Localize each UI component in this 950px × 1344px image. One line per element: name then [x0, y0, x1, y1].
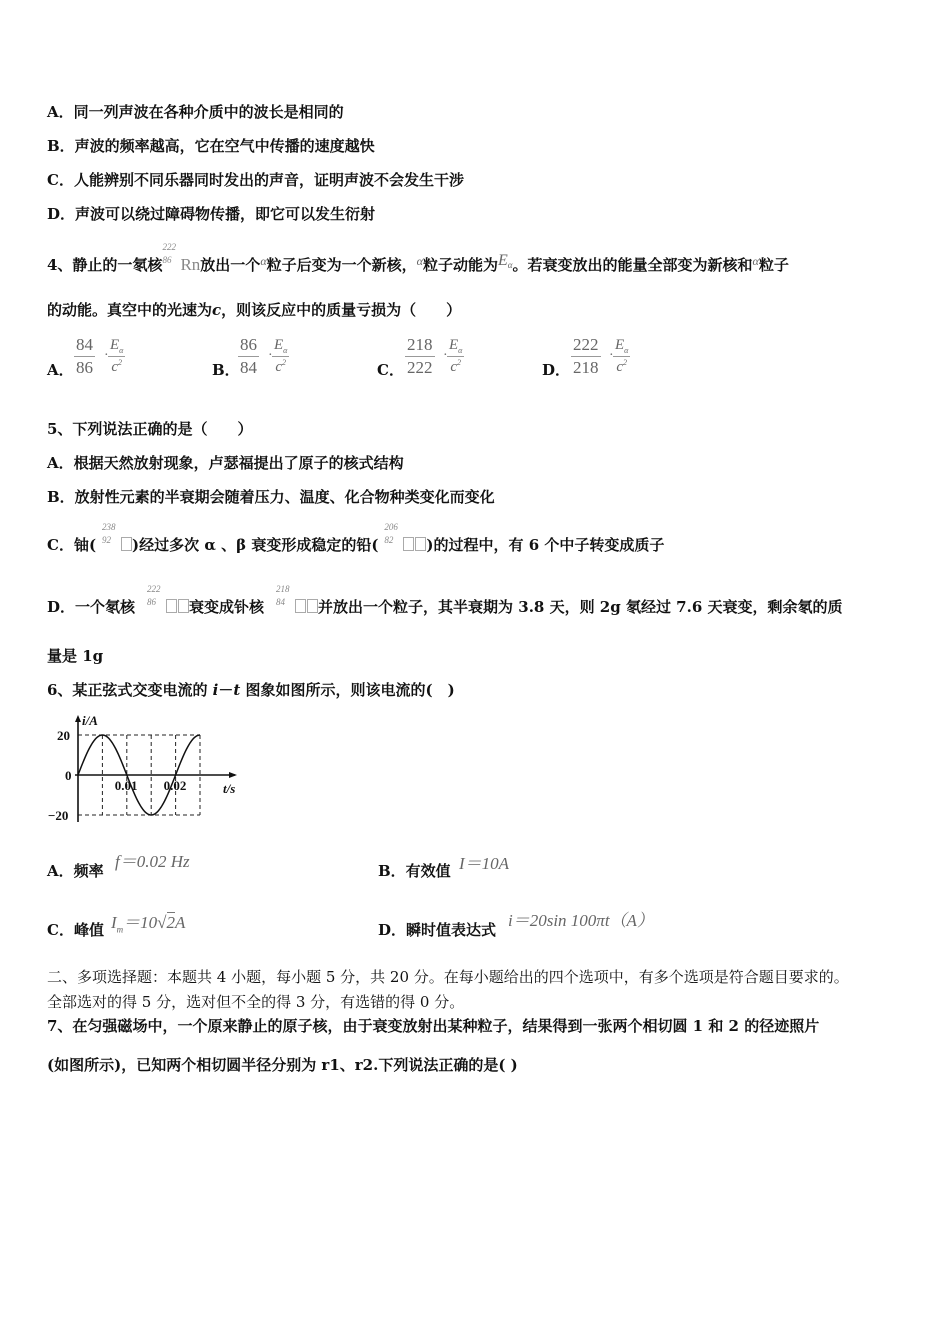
uranium-isotope: 238 92: [102, 535, 132, 556]
q6-option-c-label: C．峰值: [47, 921, 104, 939]
x-tick-001: 0.01: [114, 778, 138, 793]
q6-option-c-expr: $I_m=10√2A$: [111, 913, 186, 935]
current-time-graph: [45, 712, 255, 832]
section2-heading-line1: 二、多项选择题：本题共 4 小题，每小题 5 分，共 20 分。在每小题给出的四个选项中，有多个选项是符合题目要求的。: [47, 968, 849, 986]
alpha-symbol-2: α: [416, 254, 423, 268]
q4-option-d-fraction: $\frac{222}{218}$: [573, 335, 599, 377]
q6-option-a-expr: f＝0.02 Hz: [115, 852, 190, 871]
q4-stem-line1: 4、静止的一氡核 222 86 Rn放出一个$^\alpha$粒子后变为一个新核，$^\alpha$粒子动能为Eα。若衰变放出的能量全部变为新核和$^\alpha$粒子: [47, 242, 789, 274]
q3-option-b: B．声波的频率越高，它在空气中传播的速度越快: [47, 137, 375, 155]
y-tick-neg20: −20: [48, 808, 69, 823]
q4-option-a-energy: $\frac{E_\alpha}{c^2}$: [110, 337, 124, 375]
q4-option-b-energy: $\frac{E_\alpha}{c^2}$: [274, 337, 288, 375]
q6-option-d-label: D．瞬时值表达式: [378, 921, 497, 939]
y-axis-label: i/A: [82, 713, 98, 728]
q4-option-c-energy: $\frac{E_\alpha}{c^2}$: [449, 337, 463, 375]
q6-title: 6、某正弦式交变电流的 i－t 图象如图所示，则该电流的( ): [47, 681, 455, 699]
radon-isotope-2: 222 86: [147, 597, 189, 618]
lead-isotope: 206 82: [384, 535, 426, 556]
q6-option-d-expr: i＝20sin 100πt（A）: [508, 911, 654, 930]
q4-option-c-label: C．: [377, 361, 404, 379]
q6-option-b-expr: I＝10A: [459, 854, 510, 873]
q3-option-a: A．同一列声波在各种介质中的波长是相同的: [47, 103, 344, 121]
q4-option-a-label: A．: [47, 361, 74, 379]
q4-option-a-fraction: $\frac{84}{86}$: [76, 335, 93, 377]
q5-option-b: B．放射性元素的半衰期会随着压力、温度、化合物种类变化而变化: [47, 488, 495, 506]
y-tick-0: 0: [65, 768, 72, 783]
q5-option-d: D．一个氡核 222 86 衰变成钋核 218 84 并放出一个粒子，其半衰期为 3.8 天，则 2g 氡经过 7.6 天衰变，剩余氡的质: [47, 584, 843, 616]
q5-option-c: C．铀( 238 92 )经过多次 α 、β 衰变形成稳定的铅( 206 82 )的过程中，有 6 个中子转变成质子: [47, 522, 665, 554]
q4-option-b-fraction: $\frac{86}{84}$: [240, 335, 257, 377]
q5-option-a: A．根据天然放射现象，卢瑟福提出了原子的核式结构: [47, 454, 404, 472]
q4-option-d-energy: $\frac{E_\alpha}{c^2}$: [615, 337, 629, 375]
q5-option-d-cont: 量是 1g: [47, 647, 104, 665]
x-axis-label: t/s: [223, 781, 236, 796]
q7-stem-line1: 7、在匀强磁场中，一个原来静止的原子核，由于衰变放射出某种粒子，结果得到一张两个相切圆 1 和 2 的径迹照片: [47, 1017, 820, 1035]
q7-stem-line2: (如图所示)，已知两个相切圆半径分别为 r1、r2.下列说法正确的是( ): [47, 1056, 518, 1074]
polonium-isotope: 218 84: [276, 597, 318, 618]
alpha-symbol-3: α: [752, 254, 759, 268]
q4-option-c-fraction: $\frac{218}{222}$: [407, 335, 433, 377]
q6-option-a-label: A．频率: [47, 862, 104, 880]
q5-title: 5、下列说法正确的是（ ）: [47, 420, 253, 438]
y-tick-20: 20: [57, 728, 70, 743]
y-axis-arrow: [75, 715, 81, 722]
q3-option-c: C．人能辨别不同乐器同时发出的声音，证明声波不会发生干涉: [47, 171, 464, 189]
section2-heading-line2: 全部选对的得 5 分，选对但不全的得 3 分，有选错的得 0 分。: [47, 993, 465, 1011]
x-axis-arrow: [229, 772, 237, 778]
x-tick-002: 0.02: [163, 778, 187, 793]
q4-stem-line2: 的动能。真空中的光速为c，则该反应中的质量亏损为（ ）: [47, 301, 462, 319]
q3-option-d: D．声波可以绕过障碍物传播，即它可以发生衍射: [47, 205, 376, 223]
q4-option-b-label: B．: [212, 361, 240, 379]
q6-option-b-label: B．有效值: [378, 862, 451, 880]
radon-isotope: 222 86 Rn: [162, 242, 201, 274]
q4-option-d-label: D．: [542, 361, 571, 379]
